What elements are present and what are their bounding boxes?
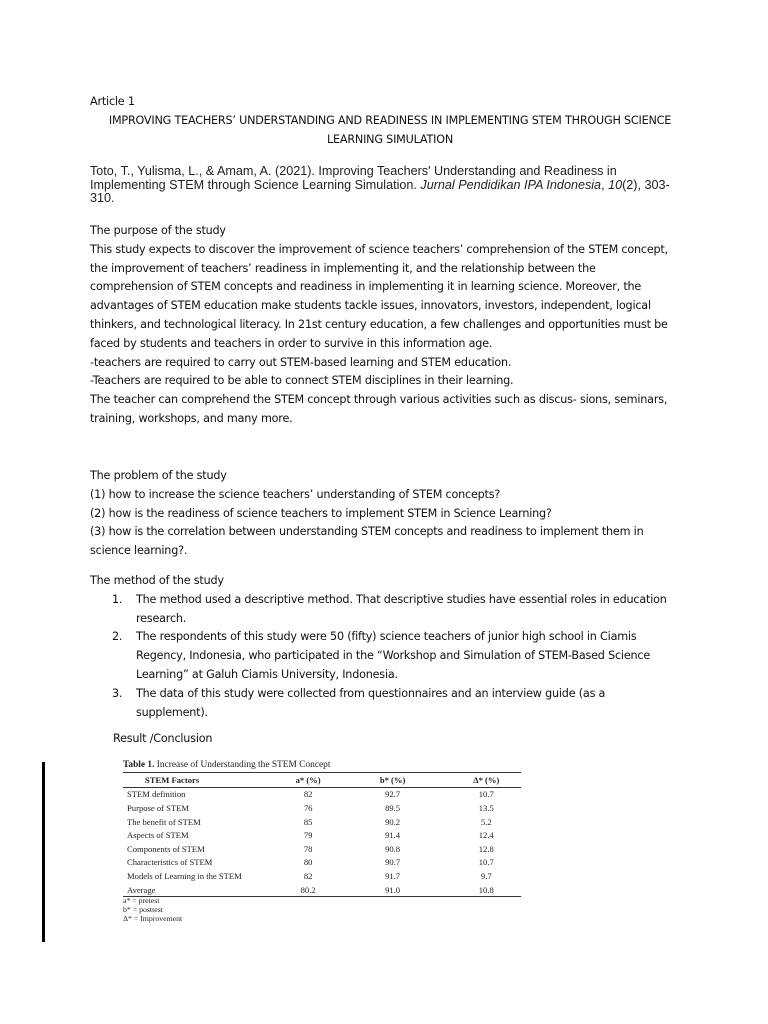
article-header [90,93,690,149]
table-header-row [123,773,521,787]
citation-volume: 10 [608,177,623,192]
table-caption-label: Table 1. [123,760,155,770]
method-item-number: 1. [112,592,123,606]
table-cell: STEM definition [127,789,186,800]
table-row [123,842,521,856]
table-row [123,815,521,829]
table-note: a* = pretest [123,896,160,906]
table-cell: 10.7 [478,857,494,868]
table-caption [123,760,521,770]
problem-question-1: (1) how to increase the science teachers’ understanding of STEM concepts? [90,487,501,501]
table-cell: 76 [303,802,313,813]
table-cell: 90.8 [385,843,401,854]
table-cell: The benefit of STEM [127,816,201,827]
purpose-conclusion: The teacher can comprehend the STEM concept through various activities such as discus- sions, seminars, training, workshops, and many more. [90,393,668,425]
method-heading: The method of the study [90,574,224,587]
table-cell: 82 [303,870,313,881]
table-cell: 80.2 [300,884,316,895]
table-cell: Models of Learning in the STEM [127,870,242,881]
problem-question-2: (2) how is the readiness of science teachers to implement STEM in Science Learning? [90,506,552,520]
method-item-text: The data of this study were collected from questionnaires and an interview guide (as a supplement). [136,686,606,719]
table-cell: 90.7 [385,857,401,868]
table-notes [123,897,521,923]
results-table-block [123,760,521,924]
method-item [112,591,680,629]
table-header-improvement: Δ* (%) [473,774,500,785]
table-row [123,801,521,815]
table-cell: 89.5 [385,802,401,813]
purpose-section [90,222,680,429]
table-cell: Components of STEM [127,843,205,854]
table-cell: 12.8 [478,843,494,854]
table-note: Δ* = Improvement [123,913,183,923]
table-row [123,856,521,870]
method-list [112,591,680,723]
method-item-number: 3. [112,686,123,700]
table-row [123,787,521,801]
article-title-line-1: IMPROVING TEACHERS’ UNDERSTANDING AND READINESS IN IMPLEMENTING STEM THROUGH SCIENCE [108,113,672,127]
results-table [123,773,521,897]
table-cell: 9.7 [480,870,492,881]
method-item-number: 2. [112,630,123,644]
table-row [123,828,521,842]
table-cell: 78 [303,843,313,854]
citation-journal: Jurnal Pendidikan IPA Indonesia [420,177,602,192]
table-cell: 79 [303,830,313,841]
table-cell: 80 [303,857,313,868]
result-heading: Result /Conclusion [113,732,213,745]
citation-text: Toto, T., Yulisma, L., & Amam, A. (2021). Improving Teachers' Understanding and Readiness in Implementing STEM through Science Learning Simulation. [90,164,617,192]
table-header-pretest: a* (%) [295,774,321,785]
method-item-text: The respondents of this study were 50 (fifty) science teachers of junior high school in Ciamis Regency, Indonesia, who participated in the “Workshop and Simulation of STEM-Based Science Learning” at Galuh Ciamis University, Indonesia. [136,630,651,681]
table-header-factor: STEM Factors [145,774,200,785]
table-cell: 91.0 [385,884,401,895]
table-cell: 91.4 [385,830,401,841]
method-section [90,572,680,722]
table-cell: Characteristics of STEM [127,857,213,868]
table-cell: Aspects of STEM [127,830,189,841]
method-item-text: The method used a descriptive method. That descriptive studies have essential roles in education research. [136,592,667,625]
table-row-average [123,883,521,897]
problem-section [90,467,680,561]
problem-heading: The problem of the study [90,469,227,482]
purpose-point-2: -Teachers are required to be able to connect STEM disciplines in their learning. [90,374,514,388]
table-header-posttest: b* (%) [379,774,406,785]
purpose-point-1: -teachers are required to carry out STEM-based learning and STEM education. [90,355,512,369]
table-cell: 92.7 [385,789,401,800]
table-row [123,869,521,883]
table-caption-text: Increase of Understanding the STEM Concept [156,760,331,770]
margin-bar [42,762,45,942]
problem-question-3: (3) how is the correlation between understanding STEM concepts and readiness to implement them in science learning?. [90,525,644,558]
method-item [112,685,680,723]
table-cell: 10.7 [478,789,494,800]
article-label: Article 1 [90,95,135,108]
table-cell: 12.4 [478,830,494,841]
table-cell: 85 [303,816,313,827]
table-cell: 10.8 [478,884,494,895]
table-cell: 90.2 [385,816,401,827]
table-note: b* = posttest [123,905,163,915]
table-cell: 91.7 [385,870,401,881]
purpose-heading: The purpose of the study [90,224,226,237]
table-cell: 5.2 [480,816,492,827]
table-cell: Average [127,884,156,895]
citation-pages: (2), 303-310. [90,177,670,206]
citation-sep: , [601,177,609,192]
article-title-line-2: LEARNING SIMULATION [326,132,453,146]
purpose-body: This study expects to discover the improvement of science teachers’ comprehension of the STEM concept, the improvement of teachers’ readiness in implementing it, and the relationship between the comprehension of STEM concepts and readiness in implementing it in learning science. Moreover, the advantages of STEM education make students tackle issues, innovators, investors, independent, logical thinkers, and technological literacy. In 21st century education, a few challenges and opportunities must be faced by students and teachers in order to survive in this information age. [90,242,668,350]
method-item [112,628,680,684]
table-cell: Purpose of STEM [127,802,190,813]
table-cell: 13.5 [478,802,494,813]
citation [90,165,680,206]
table-cell: 82 [303,789,313,800]
